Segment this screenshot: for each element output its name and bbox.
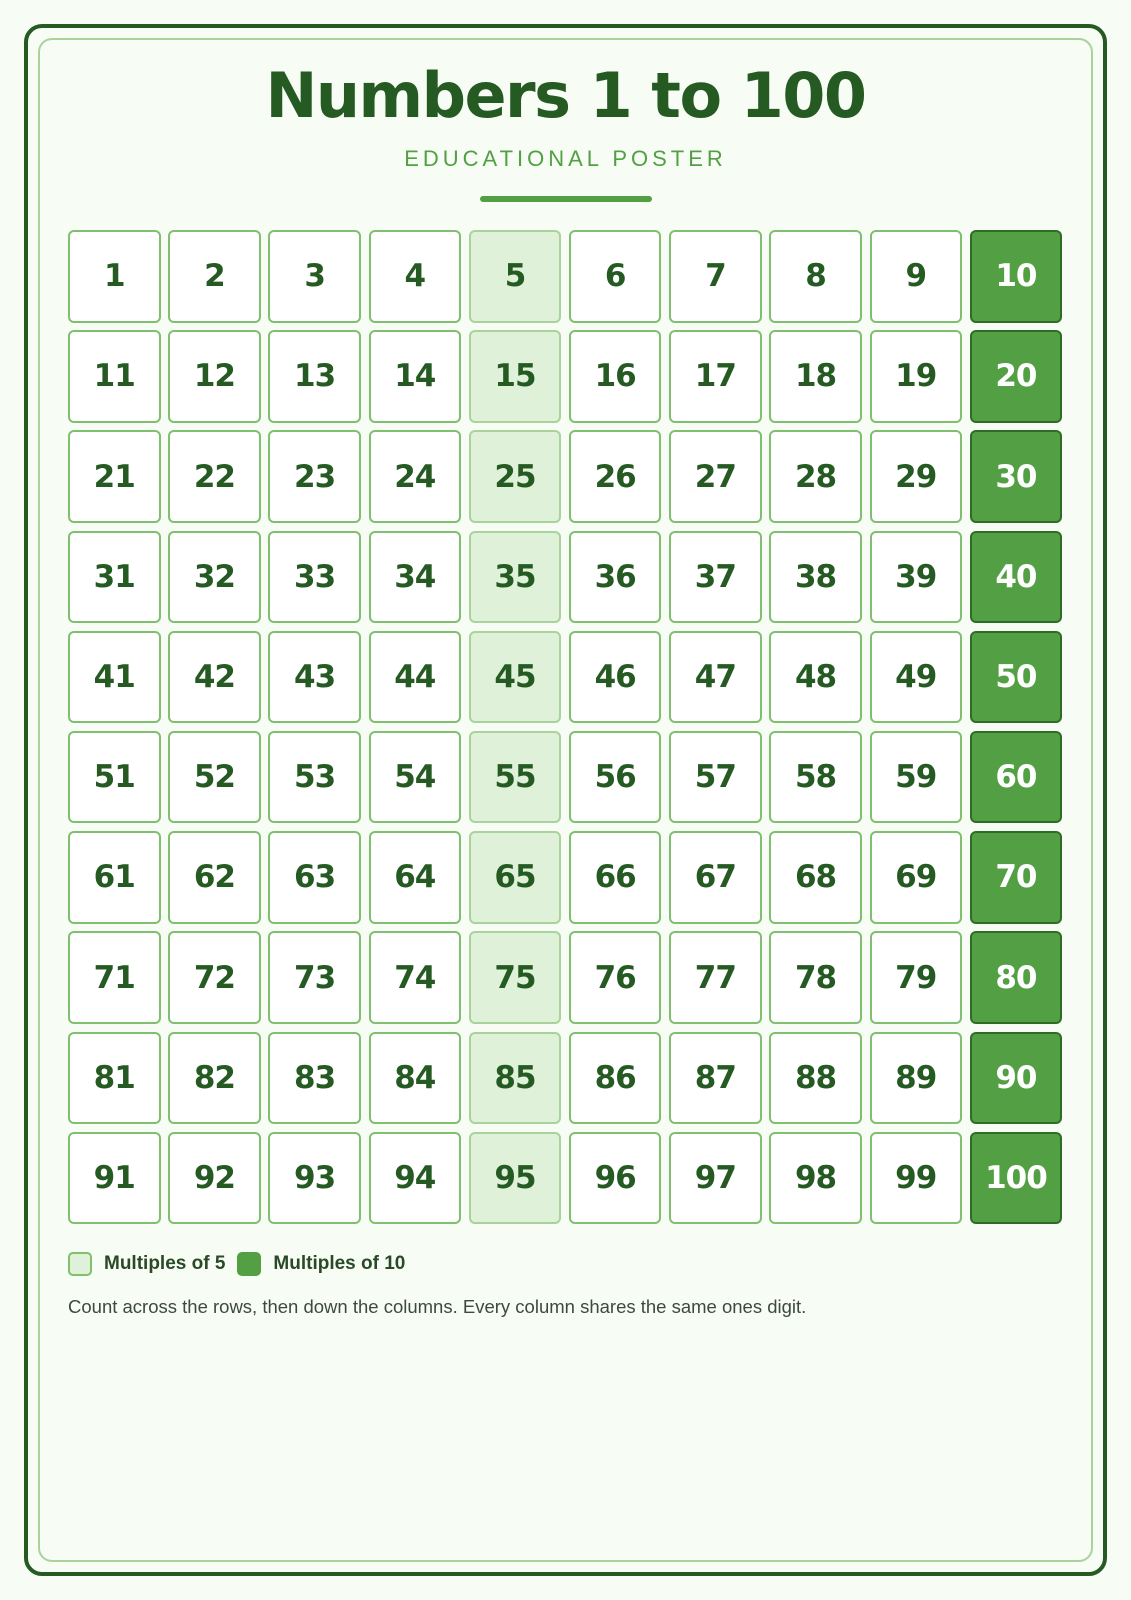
number-cell: 100 [970, 1132, 1063, 1225]
number-cell: 70 [970, 831, 1063, 924]
number-cell: 61 [68, 831, 161, 924]
number-cell: 67 [669, 831, 762, 924]
number-cell: 93 [268, 1132, 361, 1225]
number-cell: 45 [469, 631, 562, 724]
number-cell: 92 [168, 1132, 261, 1225]
number-cell: 83 [268, 1032, 361, 1125]
number-cell: 35 [469, 531, 562, 624]
number-cell: 58 [769, 731, 862, 824]
number-cell: 86 [569, 1032, 662, 1125]
number-cell: 36 [569, 531, 662, 624]
number-cell: 80 [970, 931, 1063, 1024]
number-cell: 96 [569, 1132, 662, 1225]
number-cell: 3 [268, 230, 361, 323]
number-cell: 8 [769, 230, 862, 323]
number-cell: 2 [168, 230, 261, 323]
number-cell: 12 [168, 330, 261, 423]
number-cell: 47 [669, 631, 762, 724]
number-cell: 17 [669, 330, 762, 423]
legend [68, 1250, 405, 1278]
number-cell: 11 [68, 330, 161, 423]
title-divider [480, 196, 652, 202]
number-cell: 60 [970, 731, 1063, 824]
number-cell: 98 [769, 1132, 862, 1225]
number-cell: 74 [369, 931, 462, 1024]
number-cell: 52 [168, 731, 261, 824]
number-cell: 42 [168, 631, 261, 724]
number-cell: 33 [268, 531, 361, 624]
number-cell: 39 [870, 531, 963, 624]
number-cell: 91 [68, 1132, 161, 1225]
number-cell: 32 [168, 531, 261, 624]
number-cell: 7 [669, 230, 762, 323]
number-cell: 40 [970, 531, 1063, 624]
number-cell: 69 [870, 831, 963, 924]
number-cell: 88 [769, 1032, 862, 1125]
number-cell: 53 [268, 731, 361, 824]
number-cell: 20 [970, 330, 1063, 423]
number-cell: 84 [369, 1032, 462, 1125]
number-cell: 65 [469, 831, 562, 924]
number-cell: 75 [469, 931, 562, 1024]
number-cell: 81 [68, 1032, 161, 1125]
number-cell: 21 [68, 430, 161, 523]
number-cell: 14 [369, 330, 462, 423]
number-cell: 71 [68, 931, 161, 1024]
number-cell: 68 [769, 831, 862, 924]
number-cell: 57 [669, 731, 762, 824]
poster-subtitle: EDUCATIONAL POSTER [404, 146, 727, 171]
number-cell: 30 [970, 430, 1063, 523]
number-cell: 97 [669, 1132, 762, 1225]
number-cell: 41 [68, 631, 161, 724]
number-cell: 28 [769, 430, 862, 523]
number-cell: 22 [168, 430, 261, 523]
number-cell: 59 [870, 731, 963, 824]
number-cell: 90 [970, 1032, 1063, 1125]
number-cell: 66 [569, 831, 662, 924]
number-cell: 38 [769, 531, 862, 624]
number-cell: 78 [769, 931, 862, 1024]
number-cell: 1 [68, 230, 161, 323]
number-cell: 62 [168, 831, 261, 924]
number-cell: 94 [369, 1132, 462, 1225]
number-cell: 31 [68, 531, 161, 624]
number-cell: 15 [469, 330, 562, 423]
number-cell: 89 [870, 1032, 963, 1125]
number-cell: 49 [870, 631, 963, 724]
number-cell: 44 [369, 631, 462, 724]
poster-title: Numbers 1 to 100 [265, 59, 866, 132]
number-cell: 79 [870, 931, 963, 1024]
number-cell: 6 [569, 230, 662, 323]
number-cell: 50 [970, 631, 1063, 724]
instruction-note: Count across the rows, then down the columns. Every column shares the same ones digit. [68, 1296, 807, 1317]
number-cell: 54 [369, 731, 462, 824]
number-cell: 77 [669, 931, 762, 1024]
number-cell: 4 [369, 230, 462, 323]
number-cell: 26 [569, 430, 662, 523]
number-cell: 5 [469, 230, 562, 323]
number-cell: 37 [669, 531, 762, 624]
number-cell: 56 [569, 731, 662, 824]
number-cell: 55 [469, 731, 562, 824]
number-cell: 48 [769, 631, 862, 724]
number-cell: 73 [268, 931, 361, 1024]
number-cell: 18 [769, 330, 862, 423]
number-cell: 76 [569, 931, 662, 1024]
number-cell: 9 [870, 230, 963, 323]
number-cell: 51 [68, 731, 161, 824]
number-cell: 63 [268, 831, 361, 924]
multiples-of-5-label: Multiples of 5 [104, 1253, 226, 1274]
number-cell: 24 [369, 430, 462, 523]
number-cell: 46 [569, 631, 662, 724]
number-cell: 16 [569, 330, 662, 423]
number-cell: 64 [369, 831, 462, 924]
number-cell: 25 [469, 430, 562, 523]
number-cell: 13 [268, 330, 361, 423]
number-cell: 27 [669, 430, 762, 523]
number-cell: 72 [168, 931, 261, 1024]
number-cell: 23 [268, 430, 361, 523]
number-cell: 34 [369, 531, 462, 624]
number-cell: 85 [469, 1032, 562, 1125]
multiples-of-10-label: Multiples of 10 [273, 1253, 406, 1274]
number-cell: 10 [970, 230, 1063, 323]
multiples-of-10-swatch [237, 1252, 261, 1276]
number-cell: 82 [168, 1032, 261, 1125]
number-cell: 95 [469, 1132, 562, 1225]
multiples-of-5-swatch [68, 1252, 92, 1276]
number-cell: 43 [268, 631, 361, 724]
number-cell: 29 [870, 430, 963, 523]
number-cell: 19 [870, 330, 963, 423]
number-cell: 99 [870, 1132, 963, 1225]
number-grid [68, 230, 1063, 1226]
number-cell: 87 [669, 1032, 762, 1125]
